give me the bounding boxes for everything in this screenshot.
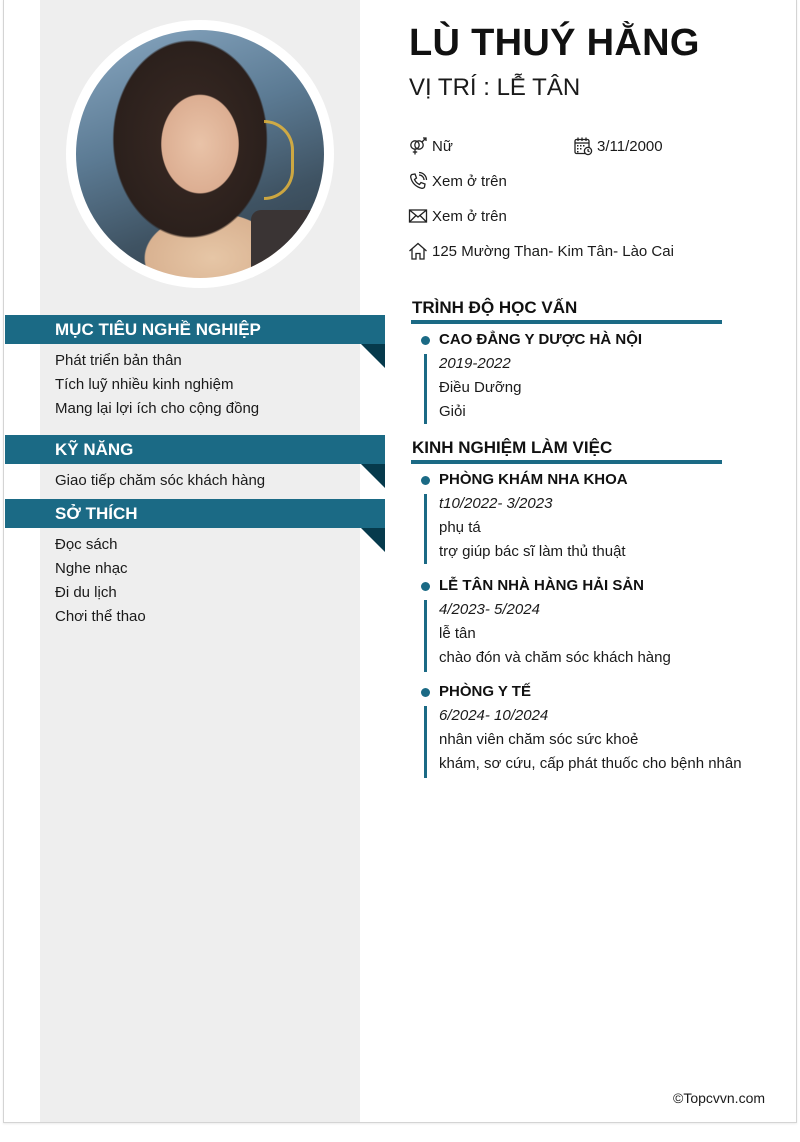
timeline-bar [424, 494, 427, 564]
experience-entry [411, 680, 791, 780]
timeline-dot [421, 688, 430, 697]
hobbies-list [55, 533, 355, 629]
hobby-item: Chơi thể thao [55, 608, 146, 625]
section-header-hobbies: SỞ THÍCH [5, 499, 385, 528]
avatar [76, 30, 324, 278]
email-row [408, 205, 507, 227]
experience-role: phụ tá [439, 519, 481, 536]
timeline-bar [424, 354, 427, 424]
candidate-position: VỊ TRÍ : LỄ TÂN [409, 74, 581, 101]
gender-icon [408, 136, 428, 156]
gender-value: Nữ [432, 137, 453, 155]
banner-fold-decoration [361, 464, 385, 488]
experience-entry [411, 574, 791, 674]
candidate-name: LÙ THUÝ HẰNG [409, 22, 700, 64]
phone-row [408, 170, 507, 192]
section-header-education: TRÌNH ĐỘ HỌC VẤN [411, 297, 722, 324]
hobby-item: Đi du lịch [55, 584, 117, 601]
section-header-skills: KỸ NĂNG [5, 435, 385, 464]
timeline-bar [424, 600, 427, 672]
phone-icon [408, 171, 428, 191]
experience-description: trợ giúp bác sĩ làm thủ thuật [439, 543, 626, 560]
banner-fold-decoration [361, 528, 385, 552]
timeline-dot [421, 336, 430, 345]
birthdate-row [573, 135, 663, 157]
section-header-experience: KINH NGHIỆM LÀM VIỆC [411, 437, 722, 464]
objective-item: Phát triển bản thân [55, 352, 182, 369]
objective-item: Tích luỹ nhiều kinh nghiệm [55, 376, 234, 393]
birthdate-value: 3/11/2000 [597, 137, 663, 155]
experience-role: lễ tân [439, 625, 476, 642]
phone-value: Xem ở trên [432, 172, 507, 190]
timeline-dot [421, 582, 430, 591]
education-grade: Giỏi [439, 403, 466, 420]
education-entry [411, 328, 791, 428]
calendar-icon [573, 136, 593, 156]
company-name: PHÒNG Y TẾ [439, 683, 531, 700]
banner-fold-decoration [361, 344, 385, 368]
company-name: PHÒNG KHÁM NHA KHOA [439, 471, 628, 488]
timeline-dot [421, 476, 430, 485]
experience-entry [411, 468, 791, 568]
experience-period: t10/2022- 3/2023 [439, 495, 553, 512]
address-row [408, 240, 674, 262]
school-name: CAO ĐẲNG Y DƯỢC HÀ NỘI [439, 331, 643, 348]
experience-period: 4/2023- 5/2024 [439, 601, 540, 618]
email-value: Xem ở trên [432, 207, 507, 225]
experience-description: chào đón và chăm sóc khách hàng [439, 649, 671, 666]
hobby-item: Đọc sách [55, 536, 118, 553]
address-value: 125 Mường Than- Kim Tân- Lào Cai [432, 242, 674, 260]
objective-list [55, 349, 355, 421]
experience-role: nhân viên chăm sóc sức khoẻ [439, 731, 639, 748]
gender-row [408, 135, 453, 157]
hobby-item: Nghe nhạc [55, 560, 128, 577]
avatar-background-light [264, 120, 294, 200]
cv-page [3, 0, 797, 1123]
home-icon [408, 241, 428, 261]
experience-description: khám, sơ cứu, cấp phát thuốc cho bệnh nhân [439, 755, 742, 772]
section-header-objective: MỤC TIÊU NGHỀ NGHIỆP [5, 315, 385, 344]
timeline-bar [424, 706, 427, 778]
skills-list [55, 469, 355, 493]
envelope-icon [408, 206, 428, 226]
education-major: Điều Dưỡng [439, 379, 522, 396]
avatar-background-sofa [251, 210, 324, 278]
objective-item: Mang lại lợi ích cho cộng đồng [55, 400, 260, 417]
education-period: 2019-2022 [439, 355, 511, 372]
skill-item: Giao tiếp chăm sóc khách hàng [55, 472, 266, 489]
experience-period: 6/2024- 10/2024 [439, 707, 549, 724]
avatar-frame [66, 20, 334, 288]
company-name: LỄ TÂN NHÀ HÀNG HẢI SẢN [439, 577, 644, 594]
copyright-footer: ©Topcvvn.com [673, 1090, 766, 1106]
